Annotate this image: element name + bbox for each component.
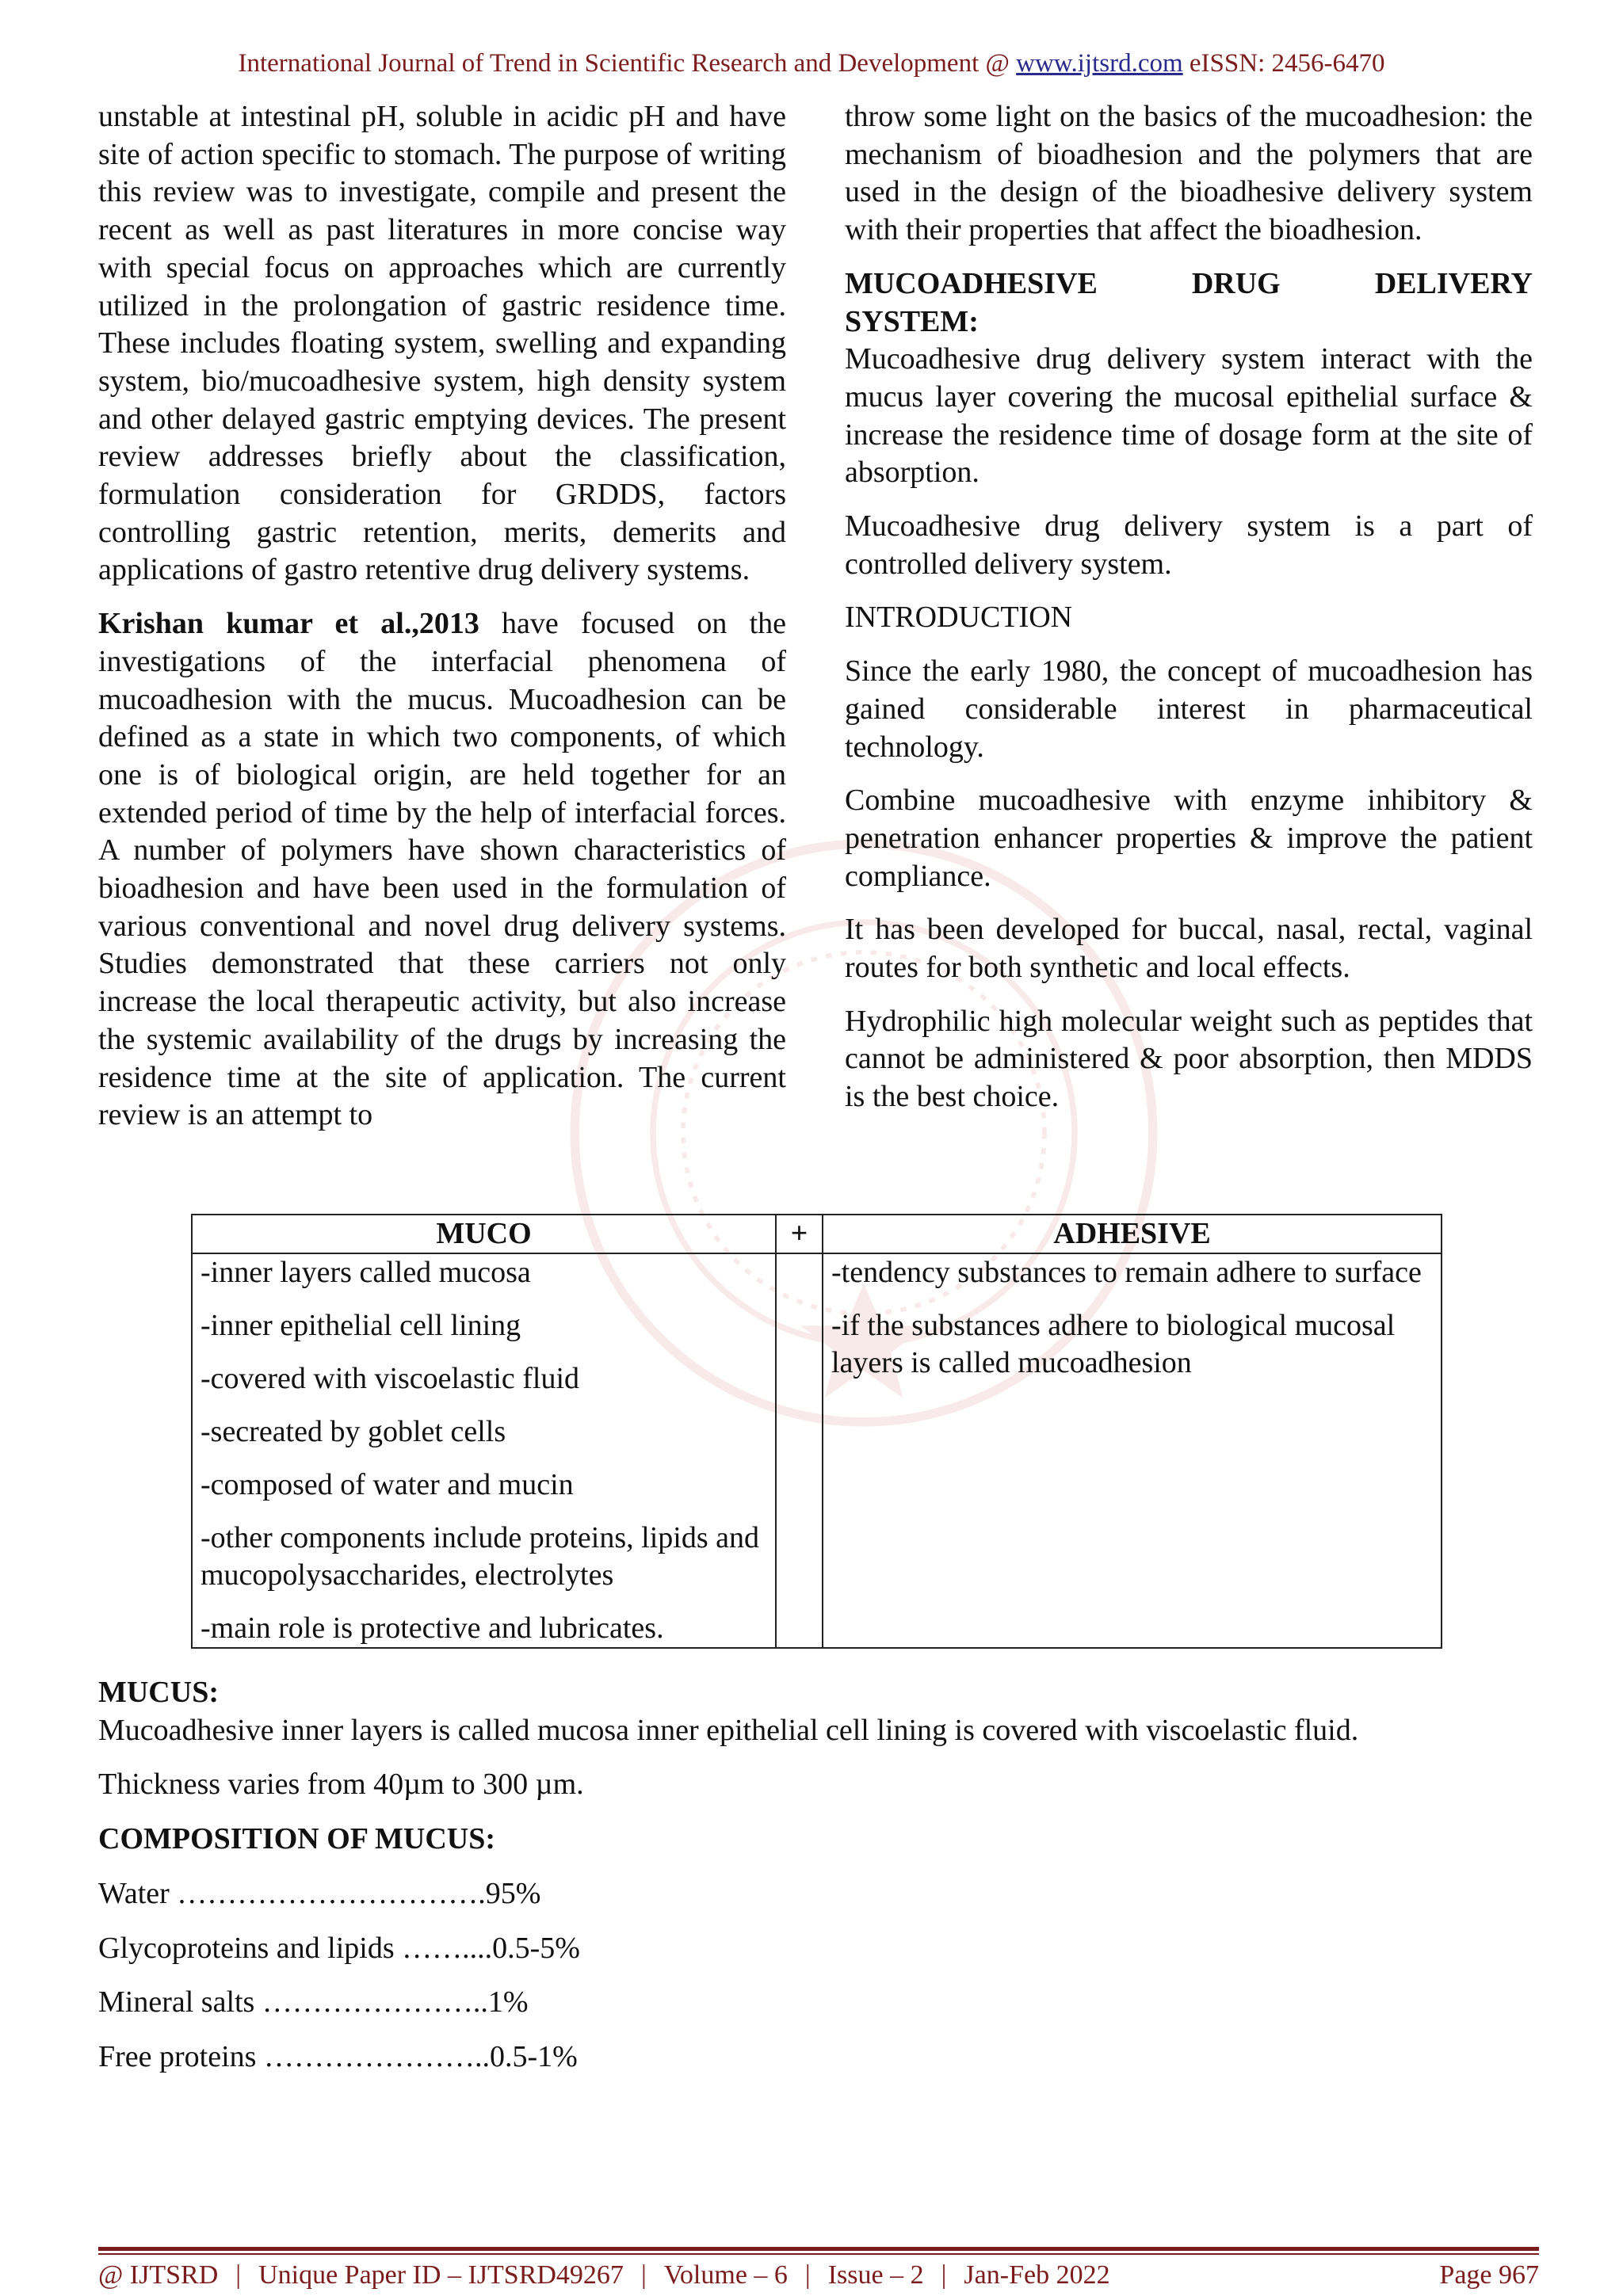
right-paragraph-5: Combine mucoadhesive with enzyme inhibitory & penetration enhancer properties & improve the patient compliance.: [845, 784, 1533, 893]
right-paragraph-7: Hydrophilic high molecular weight such as peptides that cannot be administered & poor absorption, then MDDS is the best choice.: [845, 1004, 1533, 1114]
muco-item: -inner epithelial cell lining: [200, 1309, 521, 1342]
right-paragraph-6: It has been developed for buccal, nasal, rectal, vaginal routes for both synthetic and local effects.: [845, 913, 1533, 985]
muco-item: -inner layers called mucosa: [200, 1256, 531, 1289]
page-footer: [98, 2260, 1539, 2290]
section-heading-mdds-cont: SYSTEM:: [845, 304, 979, 338]
composition-item: Water ………………………….95%: [98, 1876, 541, 1910]
mucus-heading: MUCUS:: [98, 1676, 219, 1709]
mucus-description: Mucoadhesive inner layers is called mucosa inner epithelial cell lining is covered with viscoelastic fluid.: [98, 1713, 1359, 1747]
mucus-thickness: Thickness varies from 40µm to 300 µm.: [98, 1768, 584, 1802]
muco-item: -other components include proteins, lipids and mucopolysaccharides, electrolytes: [200, 1521, 759, 1592]
left-paragraph-1: unstable at intestinal pH, soluble in acidic pH and have site of action specific to stomach. The purpose of writing this review was to investigate, compile and present the recent as well as past literatures in more concise way with special focus on approaches which are currently utilized in the prolongation of gastric residence time. These includes floating system, swelling and expanding system, bio/mucoadhesive system, high density system and other delayed gastric emptying devices. The present review addresses briefly about the classification, formulation consideration for GRDDS, factors controlling gastric retention, merits, demerits and applications of gastro retentive drug delivery systems.: [98, 100, 786, 587]
table-header-adhesive: ADHESIVE: [823, 1215, 1442, 1253]
muco-item: -main role is protective and lubricates.: [200, 1611, 664, 1645]
adhesive-cell: [823, 1253, 1442, 1648]
left-paragraph-2: [98, 605, 786, 1135]
plus-cell: [776, 1253, 823, 1648]
right-paragraph-2: Mucoadhesive drug delivery system interact with the mucus layer covering the mucosal epithelial surface & increase the residence time of dosage form at the site of absorption.: [845, 342, 1533, 490]
composition-item: Glycoproteins and lipids ……....0.5-5%: [98, 1931, 580, 1965]
footer-rule-thin: [98, 2253, 1539, 2255]
composition-item: Free proteins …………………..0.5-1%: [98, 2039, 578, 2073]
muco-cell: [192, 1253, 776, 1648]
right-paragraph-3: Mucoadhesive drug delivery system is a part of controlled delivery system.: [845, 509, 1533, 581]
footer-issue: Issue – 2: [827, 2260, 924, 2290]
right-column: [845, 98, 1533, 1132]
composition-item: Mineral salts …………………..1%: [98, 1985, 529, 2019]
journal-website-link[interactable]: www.ijtsrd.com: [1016, 49, 1183, 78]
table-header-muco: MUCO: [192, 1215, 776, 1253]
author-citation: Krishan kumar et al.,2013: [98, 607, 479, 641]
table-header-plus: +: [776, 1215, 823, 1253]
header-eissn: eISSN: 2456-6470: [1182, 49, 1385, 78]
footer-date: Jan-Feb 2022: [964, 2260, 1110, 2290]
muco-item: -covered with viscoelastic fluid: [200, 1362, 580, 1395]
header-journal-title: International Journal of Trend in Scientific Research and Development @: [238, 49, 1017, 78]
footer-journal: @ IJTSRD: [98, 2260, 219, 2290]
composition-heading: COMPOSITION OF MUCUS:: [98, 1822, 496, 1856]
right-paragraph-4: Since the early 1980, the concept of mucoadhesion has gained considerable interest in pharmaceutical technology.: [845, 654, 1533, 764]
adhesive-item: -tendency substances to remain adhere to surface: [831, 1256, 1422, 1289]
muco-adhesive-table: [191, 1214, 1442, 1649]
muco-item: -secreated by goblet cells: [200, 1415, 506, 1448]
introduction-heading: INTRODUCTION: [845, 601, 1073, 635]
footer-left: @ IJTSRD | Unique Paper ID – IJTSRD49267 | Volume – 6 | Issue – 2 | Jan-Feb 2022: [98, 2260, 1110, 2290]
muco-item: -composed of water and mucin: [200, 1468, 574, 1501]
footer-paper-id: Unique Paper ID – IJTSRD49267: [258, 2260, 624, 2290]
adhesive-item: -if the substances adhere to biological mucosal layers is called mucoadhesion: [831, 1309, 1396, 1379]
mucus-section: [98, 1674, 1525, 2093]
table-row: [192, 1253, 1442, 1648]
section-heading-mdds: MUCOADHESIVE DRUG DELIVERY: [845, 266, 1533, 300]
right-paragraph-1: throw some light on the basics of the mucoadhesion: the mechanism of bioadhesion and the polymers that are used in the design of the bioadhesive delivery system with their properties that affect the bioadhesion.: [845, 100, 1533, 247]
running-header: [0, 49, 1623, 78]
left-column: [98, 98, 786, 1150]
footer-page-number: Page 967: [1439, 2260, 1539, 2290]
table-header-row: [192, 1215, 1442, 1253]
footer-rule-thick: [98, 2247, 1539, 2251]
footer-volume: Volume – 6: [663, 2260, 788, 2290]
left-paragraph-2-text: have focused on the investigations of the interfacial phenomena of mucoadhesion with the mucus. Mucoadhesion can be defined as a state in which two components, of which one is of biological origin, are held together for an extended period of time by the help of interfacial forces. A number of polymers have shown characteristics of bioadhesion and have been used in the formulation of various conventional and novel drug delivery systems. Studies demonstrated that these carriers not only increase the local therapeutic activity, but also increase the systemic availability of the drugs by increasing the residence time at the site of application. The current review is an attempt to: [98, 607, 786, 1132]
